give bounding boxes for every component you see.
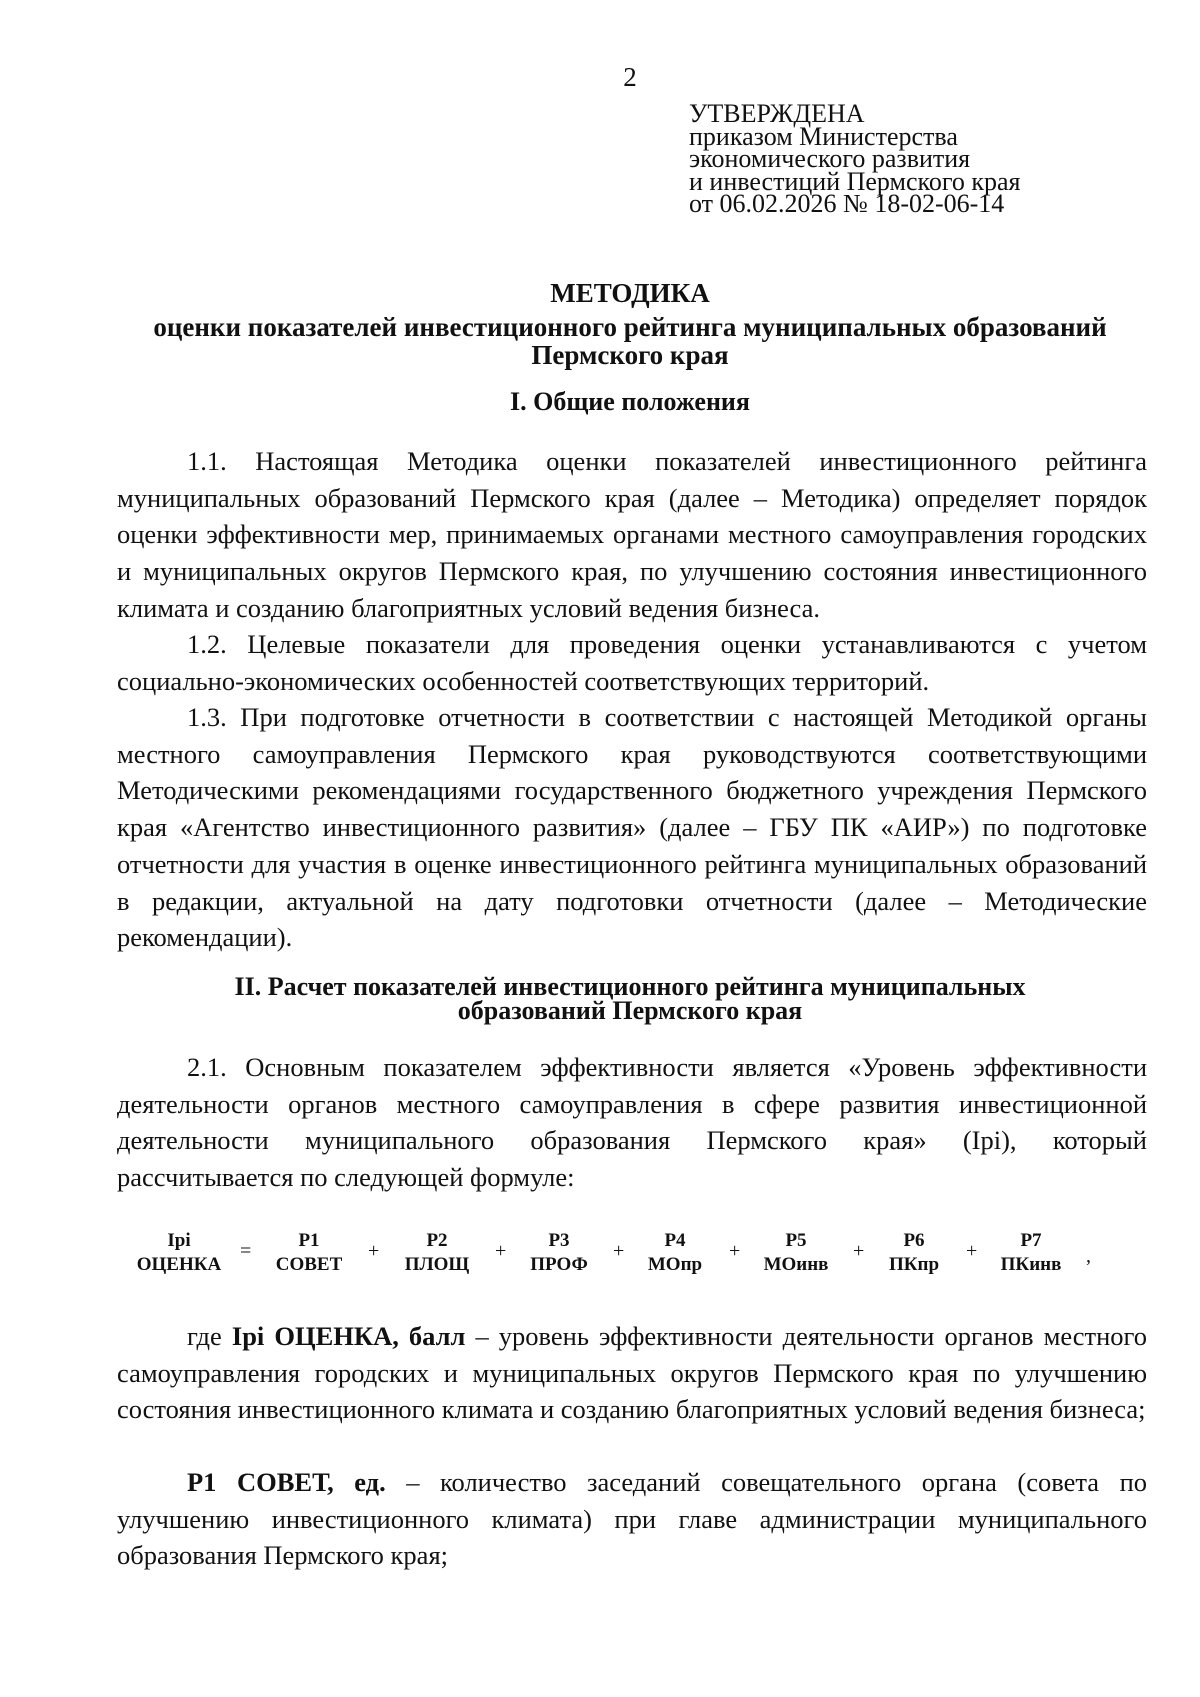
formula-term-p6 [859,1229,969,1277]
document-subtitle: оценки показателей инвестиционного рейтинга муниципальных образований Пермского края [153,312,1107,370]
formula-result-top: Ipi [167,1230,191,1251]
definition-text: – уровень эффективности деятельности органов местного самоуправления городских и муниципальных округов Пермского края по улучшению состояния инвестиционного климата и созданию благоприятных условий ведения бизнеса; [117,1321,1148,1425]
formula-term-top: P6 [903,1230,925,1251]
paragraph-2-1 [117,1049,1147,1196]
formula-plus: + [853,1240,865,1262]
formula-plus: + [495,1240,507,1262]
paragraph-text: 1.3. При подготовке отчетности в соответствии с настоящей Методикой органы местного самоуправления Пермского края руководствуются соответствующими Методическими рекомендациями государственного бюджетного учреждения Пермского края «Агентство инвестиционного развития» (далее – ГБУ ПК «АИР») по подготовке отчетности для участия в оценке инвестиционного рейтинга муниципальных образований в редакции, актуальной на дату подготовки отчетности (далее – Методические рекомендации). [117,702,1147,953]
formula-comma: , [1086,1245,1091,1267]
definition-term: P1 СОВЕТ, ед. [187,1467,386,1497]
formula-term-p1 [254,1229,364,1277]
document-title: МЕТОДИКА [550,278,710,308]
definition-ipi [117,1318,1147,1428]
formula-plus: + [729,1240,741,1262]
formula-term-top: P5 [785,1230,807,1251]
formula-term-bottom: ПРОФ [530,1254,588,1275]
paragraph-text: 2.1. Основным показателем эффективности является «Уровень эффективности деятельности органов местного самоуправления в сфере развития инвестиционной деятельности муниципального образования Пермского края» (Ipi), который рассчитывается по следующей формуле: [117,1052,1147,1193]
formula-term-top: P1 [298,1230,320,1251]
paragraph-1-2 [117,626,1147,699]
approval-line: и инвестиций Пермского края [689,166,1021,196]
formula-term-p3 [504,1229,614,1277]
section-2-heading-line: II. Расчет показателей инвестиционного рейтинга муниципальных [234,972,1026,1001]
paragraph-text: 1.2. Целевые показатели для проведения оценки устанавливаются с учетом социально-экономических особенностей соответствующих территорий. [117,629,1147,696]
rating-formula [0,1229,1200,1285]
formula-plus: + [368,1240,380,1262]
formula-term-top: P7 [1020,1230,1042,1251]
formula-term-bottom: МОпр [647,1254,703,1275]
formula-equals: = [240,1240,252,1262]
definition-text: – количество заседаний совещательного органа (совета по улучшению инвестиционного климата) при главе администрации муниципального образования Пермского края; [117,1467,1147,1571]
formula-plus: + [966,1240,978,1262]
formula-term-top: P3 [548,1230,570,1251]
paragraph-text: 1.1. Настоящая Методика оценки показателей инвестиционного рейтинга муниципальных образований Пермского края (далее – Методика) определяет порядок оценки эффективности мер, принимаемых органами местного самоуправления городских и муниципальных округов Пермского края, по улучшению состояния инвестиционного климата и созданию благоприятных условий ведения бизнеса. [117,446,1147,623]
approval-block [689,99,1021,218]
approval-line: приказом Министерства [689,121,958,151]
approval-line: от 06.02.2026 № 18-02-06-14 [689,189,1005,218]
formula-result [124,1229,234,1277]
formula-term-p4 [620,1229,730,1277]
formula-term-bottom: СОВЕТ [275,1254,343,1275]
paragraph-1-1 [117,443,1147,627]
formula-term-bottom: МОинв [763,1254,829,1275]
formula-term-top: P4 [664,1230,686,1251]
approval-line: экономического развития [689,144,971,173]
formula-term-p2 [382,1229,492,1277]
definition-p1 [117,1464,1147,1574]
formula-plus: + [613,1240,625,1262]
formula-term-top: P2 [426,1230,448,1251]
formula-term-bottom: ПКинв [1000,1254,1062,1275]
page-number: 2 [623,62,637,92]
approval-line: УТВЕРЖДЕНА [689,99,865,128]
section-1-heading: I. Общие положения [510,387,750,416]
formula-result-bottom: ОЦЕНКА [136,1254,222,1275]
section-2-heading [0,972,1200,1025]
formula-term-p7 [976,1229,1086,1277]
section-2-heading-line: образований Пермского края [457,996,803,1025]
formula-term-bottom: ПКпр [888,1254,940,1275]
definition-term: Ipi ОЦЕНКА, балл [231,1321,466,1351]
formula-term-p5 [741,1229,851,1277]
formula-term-bottom: ПЛОЩ [404,1254,470,1275]
paragraph-1-3 [117,699,1147,956]
definition-prefix: где [187,1321,232,1351]
